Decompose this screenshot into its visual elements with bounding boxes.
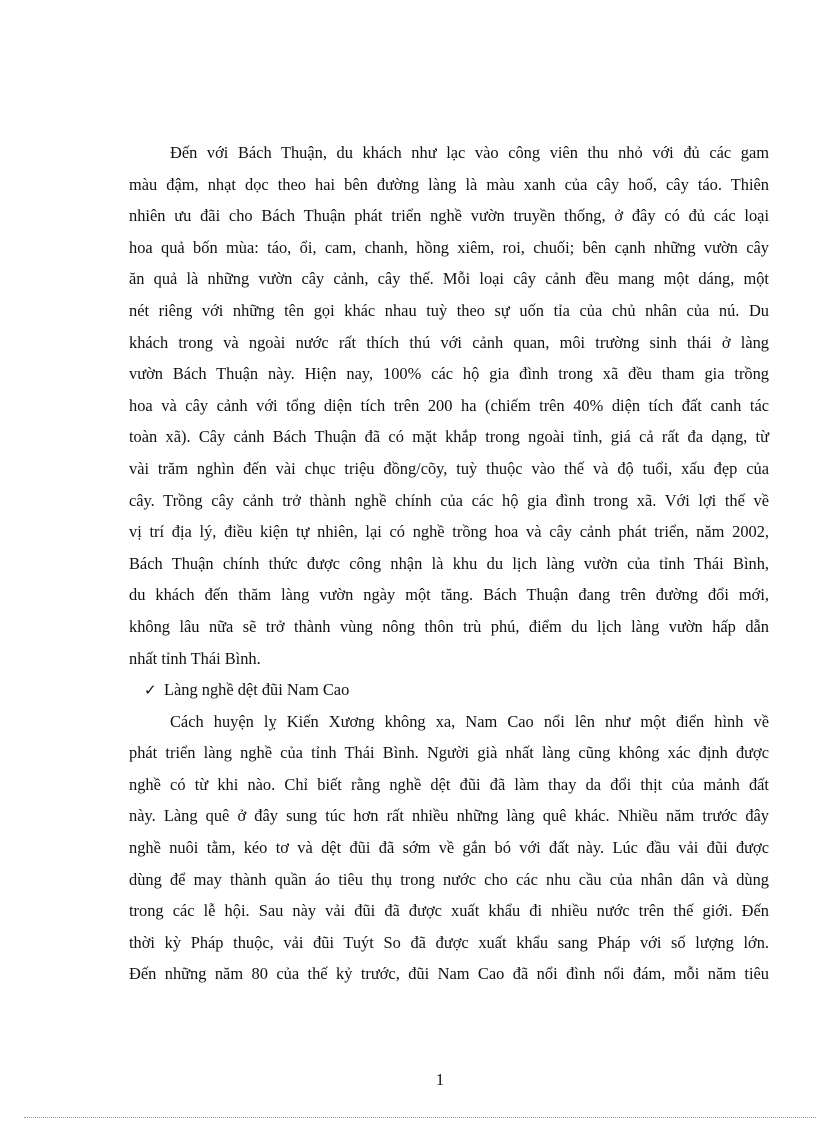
paragraph-2-line: Đến những năm 80 của thế kỷ trước, đũi Nam Cao đã nổi đình nổi đám, mỗi năm tiêu [129, 964, 769, 984]
bullet-label: Làng nghề dệt đũi Nam Cao [164, 680, 350, 700]
paragraph-2-line: thời kỳ Pháp thuộc, vải đũi Tuýt So đã được xuất khẩu sang Pháp với số lượng lớn. [129, 932, 769, 952]
paragraph-1-line: hoa quả bốn mùa: táo, ổi, cam, chanh, hồng xiêm, roi, chuối; bên cạnh những vườn cây [129, 237, 769, 257]
paragraph-1-line: vị trí địa lý, điều kiện tự nhiên, lại có nghề trồng hoa và cây cảnh phát triển, năm 2002, [129, 522, 769, 542]
paragraph-1-line: nhiên ưu đãi cho Bách Thuận phát triển nghề vườn truyền thống, ở đây có đủ các loại [129, 206, 769, 226]
paragraph-2-line: nghề có từ khi nào. Chỉ biết rằng nghề dệt đũi đã làm thay da đổi thịt của mảnh đất [129, 774, 769, 794]
paragraph-2-line: dùng để may thành quần áo tiêu thụ trong nước cho các nhu cầu của nhân dân và dùng [129, 869, 769, 889]
bullet-item [129, 674, 769, 706]
checkmark-icon: ✓ [144, 683, 157, 700]
paragraph-1-line: khách trong và ngoài nước rất thích thú với cảnh quan, môi trường sinh thái ở làng [129, 332, 769, 352]
paragraph-2-line: phát triển làng nghề của tỉnh Thái Bình. Người già nhất làng cũng không xác định được [129, 743, 769, 763]
paragraph-2-line: nghề nuôi tằm, kéo tơ và dệt đũi đã sớm về gắn bó với đất này. Lúc đầu vải đũi được [129, 838, 769, 858]
paragraph-1-line: màu đậm, nhạt dọc theo hai bên đường làng là màu xanh của cây hoố, cây táo. Thiên [129, 174, 769, 194]
paragraph-1-line: du khách đến thăm làng vườn ngày một tăng. Bách Thuận đang trên đường đổi mới, [129, 585, 769, 605]
paragraph-2-line: Cách huyện lỵ Kiến Xương không xa, Nam Cao nổi lên như một điển hình về [170, 711, 769, 731]
paragraph-2-line: trong các lễ hội. Sau này vải đũi đã được xuất khẩu đi nhiều nước trên thế giới. Đến [129, 901, 769, 921]
page-bottom-divider [24, 1117, 816, 1118]
paragraph-2-line: này. Làng quê ở đây sung túc hơn rất nhiều những làng quê khác. Nhiều năm trước đây [129, 806, 769, 826]
paragraph-1-line: nét riêng với những tên gọi khác nhau tuỳ theo sự uốn tỉa của chủ nhân của nú. Du [129, 300, 769, 320]
page-number: 1 [435, 1070, 445, 1089]
paragraph-1-line: Bách Thuận chính thức được công nhận là khu du lịch làng vườn của tỉnh Thái Bình, [129, 553, 769, 573]
paragraph-1-line: nhất tỉnh Thái Bình. [129, 648, 261, 668]
paragraph-1-line: Đến với Bách Thuận, du khách như lạc vào công viên thu nhỏ với đủ các gam [170, 143, 769, 162]
paragraph-1-line: cây. Trồng cây cảnh trở thành nghề chính của các hộ gia đình trong xã. Với lợi thế về [129, 490, 769, 510]
paragraph-1-line: ăn quả là những vườn cây cảnh, cây thế. Mỗi loại cây cảnh đều mang một dáng, một [129, 269, 769, 289]
paragraph-1-line: không lâu nữa sẽ trở thành vùng nông thôn trù phú, điểm du lịch làng vườn hấp dẫn [129, 616, 769, 636]
paragraph-1-line: toàn xã). Cây cảnh Bách Thuận đã có mặt khắp trong ngoài tỉnh, giá cả rất đa dạng, từ [129, 427, 769, 447]
body-text [129, 137, 769, 990]
paragraph-1-line: hoa và cây cảnh với tổng diện tích trên 200 ha (chiếm trên 40% diện tích đất canh tác [129, 395, 769, 415]
paragraph-1-line: vài trăm nghìn đến vài chục triệu đồng/cõy, tuỳ thuộc vào thế và độ tuổi, xấu đẹp của [129, 458, 769, 478]
paragraph-1-line: vườn Bách Thuận này. Hiện nay, 100% các hộ gia đình trong xã đều tham gia trồng [129, 364, 769, 384]
